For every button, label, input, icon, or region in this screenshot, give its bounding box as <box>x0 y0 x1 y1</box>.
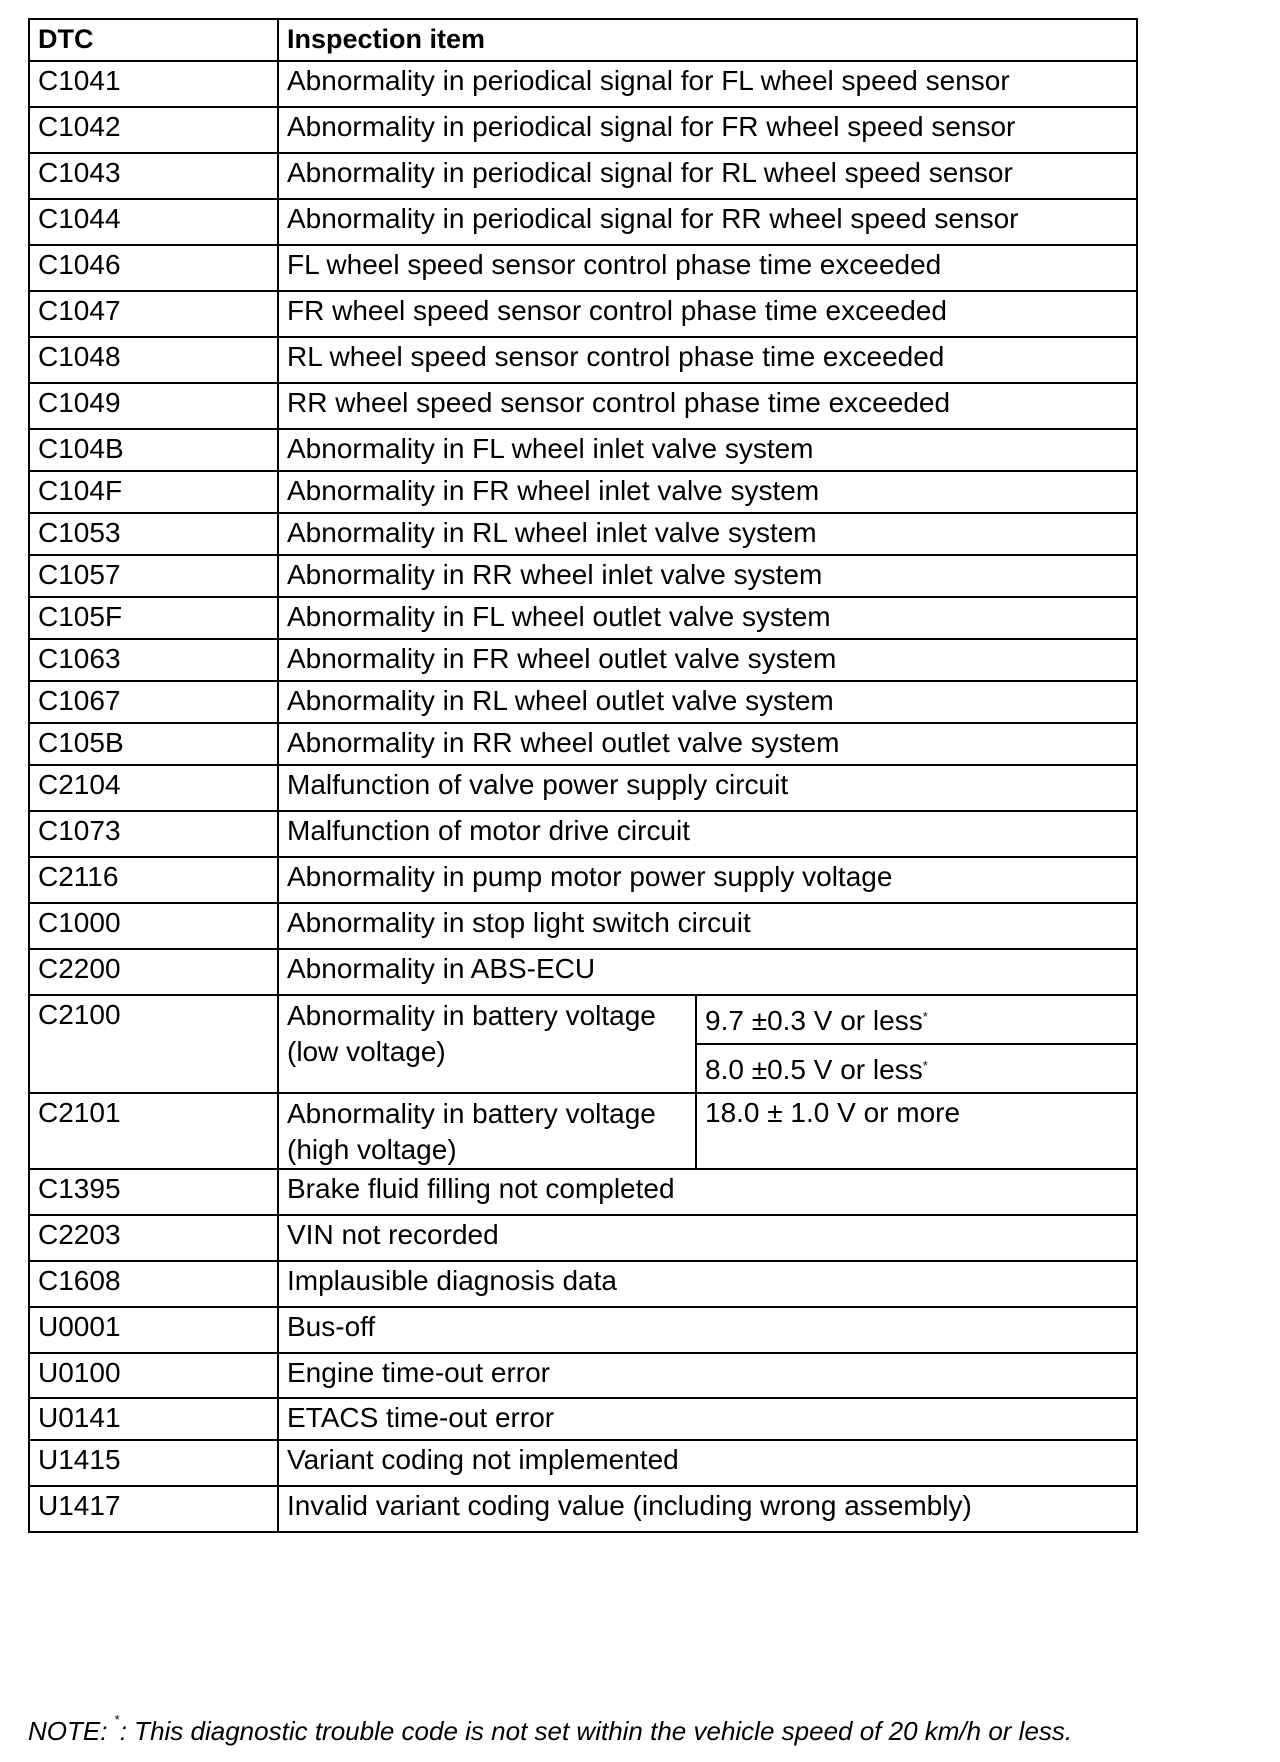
dtc-code: U1415 <box>29 1440 278 1486</box>
table-row <box>29 291 1137 337</box>
dtc-code: C1043 <box>29 153 278 199</box>
inspection-item: Engine time-out error <box>278 1353 1137 1398</box>
table-row <box>29 337 1137 383</box>
table-row <box>29 1353 1137 1398</box>
dtc-code: C1048 <box>29 337 278 383</box>
header-inspection-item: Inspection item <box>278 19 1137 61</box>
dtc-code: C2200 <box>29 949 278 995</box>
dtc-code: C104B <box>29 429 278 471</box>
inspection-item: Implausible diagnosis data <box>278 1261 1137 1307</box>
dtc-code: C1047 <box>29 291 278 337</box>
inspection-item: FL wheel speed sensor control phase time exceeded <box>278 245 1137 291</box>
inspection-item: Abnormality in RL wheel outlet valve system <box>278 681 1137 723</box>
table-row <box>29 245 1137 291</box>
dtc-code: C1608 <box>29 1261 278 1307</box>
table-row <box>29 811 1137 857</box>
dtc-code: C1067 <box>29 681 278 723</box>
inspection-item: VIN not recorded <box>278 1215 1137 1261</box>
inspection-item: Abnormality in RL wheel inlet valve system <box>278 513 1137 555</box>
dtc-code: C1049 <box>29 383 278 429</box>
inspection-item: Abnormality in stop light switch circuit <box>278 903 1137 949</box>
table-row <box>29 1261 1137 1307</box>
inspection-item: Abnormality in RR wheel inlet valve system <box>278 555 1137 597</box>
dtc-code: C104F <box>29 471 278 513</box>
table-row-c2100 <box>29 995 1137 1044</box>
table-row <box>29 513 1137 555</box>
dtc-code: C105F <box>29 597 278 639</box>
dtc-code: C1063 <box>29 639 278 681</box>
table-row <box>29 555 1137 597</box>
inspection-item: Abnormality in periodical signal for FL wheel speed sensor <box>278 61 1137 107</box>
dtc-code: C1000 <box>29 903 278 949</box>
dtc-code: C1057 <box>29 555 278 597</box>
dtc-code: U0001 <box>29 1307 278 1353</box>
dtc-code: C1042 <box>29 107 278 153</box>
header-dtc: DTC <box>29 19 278 61</box>
dtc-code: U0100 <box>29 1353 278 1398</box>
inspection-item: Abnormality in periodical signal for FR wheel speed sensor <box>278 107 1137 153</box>
asterisk-mark: * <box>922 1009 928 1024</box>
inspection-item: Abnormality in ABS-ECU <box>278 949 1137 995</box>
table-row <box>29 723 1137 765</box>
inspection-item: Abnormality in periodical signal for RL wheel speed sensor <box>278 153 1137 199</box>
inspection-item: Invalid variant coding value (including wrong assembly) <box>278 1486 1137 1532</box>
dtc-code: C2104 <box>29 765 278 811</box>
inspection-item: Abnormality in battery voltage (low voltage) <box>278 995 696 1093</box>
table-row <box>29 1398 1137 1440</box>
table-row <box>29 153 1137 199</box>
inspection-item: Variant coding not implemented <box>278 1440 1137 1486</box>
table-row <box>29 1440 1137 1486</box>
asterisk-mark: * <box>922 1058 928 1073</box>
table-row <box>29 1486 1137 1532</box>
table-row-c2101 <box>29 1093 1137 1169</box>
table-row <box>29 61 1137 107</box>
asterisk-mark: * <box>114 1712 120 1727</box>
table-row <box>29 429 1137 471</box>
table-row <box>29 1215 1137 1261</box>
table-row <box>29 681 1137 723</box>
inspection-item: Malfunction of valve power supply circuit <box>278 765 1137 811</box>
dtc-code: C2100 <box>29 995 278 1093</box>
dtc-code: C2101 <box>29 1093 278 1169</box>
inspection-item: Abnormality in periodical signal for RR wheel speed sensor <box>278 199 1137 245</box>
table-row <box>29 949 1137 995</box>
dtc-code: C1053 <box>29 513 278 555</box>
inspection-item: Brake fluid filling not completed <box>278 1169 1137 1215</box>
inspection-item: Abnormality in FL wheel outlet valve system <box>278 597 1137 639</box>
table-row <box>29 471 1137 513</box>
dtc-table <box>28 18 1138 1533</box>
note-text: : This diagnostic trouble code is not set within the vehicle speed of 20 km/h or less. <box>119 1716 1073 1746</box>
dtc-code: C1395 <box>29 1169 278 1215</box>
table-row <box>29 857 1137 903</box>
dtc-code: C1044 <box>29 199 278 245</box>
dtc-code: C1041 <box>29 61 278 107</box>
dtc-code: C2203 <box>29 1215 278 1261</box>
table-row <box>29 765 1137 811</box>
dtc-code: C1046 <box>29 245 278 291</box>
dtc-code: U0141 <box>29 1398 278 1440</box>
inspection-item: Malfunction of motor drive circuit <box>278 811 1137 857</box>
table-row <box>29 1307 1137 1353</box>
table-row <box>29 597 1137 639</box>
voltage-condition: 18.0 ± 1.0 V or more <box>696 1093 1137 1169</box>
voltage-condition <box>696 1044 1137 1093</box>
voltage-condition <box>696 995 1137 1044</box>
inspection-item: Abnormality in FR wheel outlet valve system <box>278 639 1137 681</box>
dtc-code: C2116 <box>29 857 278 903</box>
table-row <box>29 903 1137 949</box>
dtc-code: U1417 <box>29 1486 278 1532</box>
inspection-item: FR wheel speed sensor control phase time exceeded <box>278 291 1137 337</box>
inspection-item: Abnormality in battery voltage (high voltage) <box>278 1093 696 1169</box>
dtc-code: C105B <box>29 723 278 765</box>
inspection-item: Abnormality in FL wheel inlet valve system <box>278 429 1137 471</box>
table-row <box>29 199 1137 245</box>
table-header-row <box>29 19 1137 61</box>
voltage-condition-text: 9.7 ±0.3 V or less <box>705 1005 923 1036</box>
table-row <box>29 107 1137 153</box>
inspection-item: Abnormality in RR wheel outlet valve system <box>278 723 1137 765</box>
dtc-code: C1073 <box>29 811 278 857</box>
inspection-item: Bus-off <box>278 1307 1137 1353</box>
table-row <box>29 383 1137 429</box>
inspection-item: ETACS time-out error <box>278 1398 1137 1440</box>
inspection-item: RL wheel speed sensor control phase time exceeded <box>278 337 1137 383</box>
inspection-item: Abnormality in pump motor power supply voltage <box>278 857 1137 903</box>
note-prefix: NOTE: <box>28 1716 115 1746</box>
footnote <box>28 1712 1073 1747</box>
table-row <box>29 639 1137 681</box>
inspection-item: Abnormality in FR wheel inlet valve system <box>278 471 1137 513</box>
voltage-condition-text: 8.0 ±0.5 V or less <box>705 1054 923 1085</box>
inspection-item: RR wheel speed sensor control phase time exceeded <box>278 383 1137 429</box>
table-row <box>29 1169 1137 1215</box>
